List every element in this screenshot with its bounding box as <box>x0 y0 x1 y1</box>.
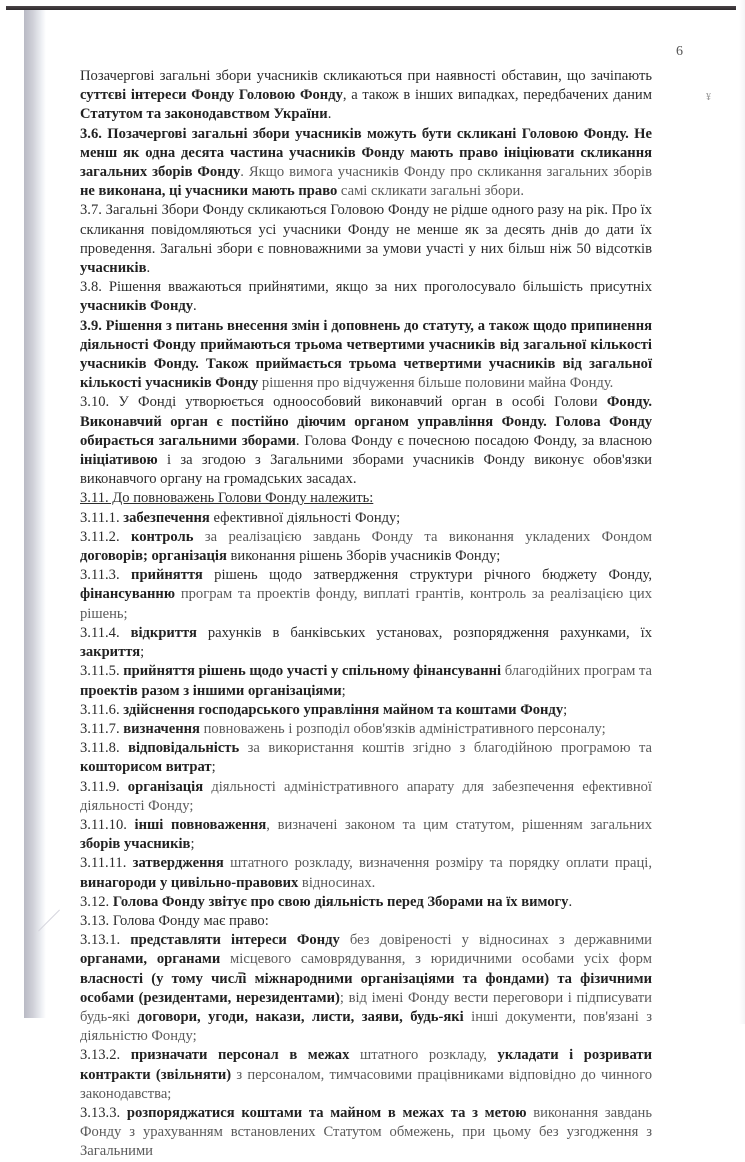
clause-3-6 <box>80 125 652 202</box>
text-run-bold: розпоряджатися коштами та майном в межах та з метою <box>126 1104 527 1121</box>
text-run-bold: зборів учасників <box>80 836 191 853</box>
text-run-bold: прийняття рішень щодо участі у спільному фінансуванні <box>123 663 502 680</box>
clause-3-11-6 <box>80 701 652 720</box>
clause-3-8 <box>80 278 652 316</box>
clause-3-11-2 <box>80 528 652 566</box>
text-run: 3.11.5. <box>80 663 124 680</box>
text-run-bold: Статутом та законодавством України <box>80 106 328 123</box>
stray-mark: ¥ <box>706 92 711 103</box>
clause-3-12 <box>80 893 652 912</box>
text-run: 3.11.6. <box>80 701 124 718</box>
text-run: благодійних програм та <box>501 663 653 680</box>
text-run: 3.7. Загальні Збори Фонду скликаються Головою Фонду не рідше одного разу на рік. Про їх скликання повідомляються усі учасники Фонду не менше як за десять днів до дати їх проведення. Загальні збори є повноважними за умови участі у них більш ніж 50 відсотків <box>80 202 652 257</box>
text-run-bold: договори, угоди, накази, листи, заяви, будь-які <box>137 1008 464 1025</box>
text-run-bold: контроль <box>131 528 194 545</box>
text-run: ; <box>341 682 346 699</box>
text-run: , а також в інших випадках, передбачених даним <box>342 87 652 104</box>
text-run: програм та проектів фонду, виплаті грантів, контроль за реалізацією цих рішень; <box>80 586 652 622</box>
text-run: 3.11.1. <box>80 509 124 526</box>
text-run: місцевого самоврядування, з юридичними особами усіх форм <box>220 951 652 968</box>
clause-3-11-heading <box>80 489 652 508</box>
clause-3-13-1 <box>80 931 652 1046</box>
clause-3-11-8 <box>80 739 652 777</box>
text-run-bold: загальних зборів Фонду <box>80 164 241 181</box>
text-run: 3.13.1. <box>80 932 131 949</box>
text-run: . Голова Фонду є почесною посадою Фонду, за власною <box>295 432 652 449</box>
text-run: відносинах. <box>298 874 376 891</box>
clause-3-13 <box>80 912 652 931</box>
text-run-bold: визначення <box>123 720 200 737</box>
text-run: 3.11.10. <box>80 816 135 833</box>
text-run: 3.13.2. <box>80 1047 131 1064</box>
text-run-bold: не виконана, ці учасники мають право <box>80 183 338 200</box>
text-run-bold: затвердження <box>132 855 224 872</box>
text-run-bold: закриття <box>80 644 141 661</box>
text-run-bold: призначати персонал в межах <box>130 1047 350 1064</box>
text-run: ; <box>211 759 216 776</box>
text-run: ефективної діяльності Фонду; <box>209 509 401 526</box>
text-run-bold: власності (у тому числі міжнародними організаціями та фондами) та фізичними особами (резидентами, нерезидентами) <box>80 970 652 1006</box>
text-run: 3.12. <box>80 893 113 910</box>
clause-3-9 <box>80 317 652 394</box>
clause-3-11-1 <box>80 509 652 528</box>
text-run-bold: кількості учасників Фонду <box>80 375 259 392</box>
text-run: виконання завдань Фонду з урахуванням встановлених Статутом обмежень, при цьому без узгодження з Загальними <box>80 1104 653 1160</box>
text-run-bold: Фонду. Виконавчий орган є постійно діючим органом управління Фонду. Голова Фонду обирається загальними зборами <box>80 394 652 449</box>
text-run: . <box>193 298 197 315</box>
scan-top-border <box>6 6 736 10</box>
text-run: штатного розкладу, <box>349 1047 498 1064</box>
text-run: без довіреності у відносинах з державними <box>339 932 652 949</box>
text-run: ; <box>563 701 568 718</box>
text-run: 3.11.8. <box>80 740 129 757</box>
text-run-bold: учасників Фонду <box>80 298 194 315</box>
page-number: 6 <box>676 44 683 59</box>
document-body <box>80 67 652 1162</box>
clause-3-11-7 <box>80 720 652 739</box>
text-run-bold: Голова Фонду звітує про свою діяльність перед Зборами на їх вимогу <box>112 893 569 910</box>
text-run: інші документи, пов'язані з діяльністю Фонду; <box>80 1008 653 1045</box>
text-run: , визначені законом та цим статутом, рішенням загальних <box>266 816 652 833</box>
clause-3-11-5 <box>80 662 652 700</box>
text-run-bold: ініціативою <box>80 452 158 469</box>
text-run-bold: кошторисом витрат <box>80 759 212 776</box>
text-run: ; <box>190 836 195 853</box>
text-run: 3.11.2. <box>80 528 132 545</box>
text-run-bold: винагороди у цивільно-правових <box>80 874 299 891</box>
clause-3-11-10 <box>80 816 652 854</box>
clause-3-7 <box>80 201 652 278</box>
text-run: 3.10. У Фонді утворюється одноособовий виконавчий орган в особі Голови <box>80 394 607 411</box>
text-run: рішення про відчуження більше половини майна Фонду. <box>258 375 614 392</box>
text-run: 3.11.4. <box>80 624 131 641</box>
text-run: 3.13.3. <box>80 1104 127 1121</box>
clause-3-13-3 <box>80 1104 652 1162</box>
text-run: Позачергові загальні збори учасників скликаються при наявності обставин, що зачіпають <box>80 68 652 84</box>
text-run: рахунків в банківських установах, розпорядження рахунками, їх <box>196 624 652 641</box>
text-run: 3.8. Рішення вважаються прийнятими, якщо за них проголосувало більшість присутніх <box>80 279 652 296</box>
text-run-bold: договорів; організація <box>80 548 227 565</box>
text-run-bold: відкриття <box>130 624 197 641</box>
text-run: 3.13. Голова Фонду має право: <box>80 912 269 929</box>
text-run: ; <box>140 644 145 661</box>
text-run: ; від імені Фонду вести переговори і підписувати будь-які <box>80 989 652 1025</box>
text-run: за реалізацією завдань Фонду та виконання укладених Фондом <box>193 528 652 545</box>
text-run: . <box>327 106 332 123</box>
text-run: . Якщо вимога учасників Фонду про скликання загальних зборів <box>240 164 652 181</box>
text-run-bold: суттєві інтереси Фонду Головою Фонду <box>80 87 343 104</box>
text-run: 3.11.3. <box>80 567 132 584</box>
text-run: виконання рішень Зборів учасників Фонду; <box>226 548 501 565</box>
text-run: з персоналом, тимчасовими працівниками відповідно до чинного законодавства; <box>80 1066 652 1102</box>
text-run-bold: укладати і розривати контракти (звільняти) <box>80 1047 652 1083</box>
clause-3-11-4 <box>80 624 652 662</box>
text-run: діяльності адміністративного апарату для забезпечення ефективної діяльності Фонду; <box>80 778 652 814</box>
text-run-bold: інші повноваження <box>134 816 267 833</box>
text-run-bold: здійснення господарського управління майном та коштами Фонду <box>123 701 564 718</box>
clause-3-11-9 <box>80 778 652 816</box>
text-run: 3.11.7. <box>80 720 124 737</box>
text-run-bold: представляти інтереси Фонду <box>130 932 340 949</box>
text-run-bold: фінансуванню <box>80 586 175 603</box>
text-run: . <box>568 893 573 910</box>
text-run-bold: забезпечення <box>123 509 210 526</box>
clause-3-11-3 <box>80 566 652 624</box>
clause-3-13-2 <box>80 1046 652 1104</box>
text-run: 3.11.11. <box>80 855 133 872</box>
text-run-bold: 3.9. Рішення з питань внесення змін і доповнень до статуту, а також щодо припинення діяльності Фонду приймаються трьома четвертими учасників від загальної кількості учасників Фонду. Також приймається трьома четвертими учасників від загальної <box>80 317 652 373</box>
clause-3-11-11 <box>80 854 652 892</box>
scan-right-edge <box>739 0 745 1024</box>
clause-3-10 <box>80 393 652 489</box>
text-run: рішень щодо затвердження структури річного бюджету Фонду, <box>202 567 652 584</box>
text-run: 3.6. Позачергові загальні збори учасників можуть бути скликані Головою Фонду. Не менш як одна десята частина учасників Фонду мають право ініціювати скликання <box>80 125 652 161</box>
text-run-bold: органами, органами <box>80 951 221 968</box>
text-run: і за згодою з Загальними зборами учасників Фонду виконує обов'язки виконавчого органу на громадських засадах. <box>80 452 652 488</box>
scan-left-shadow <box>24 10 46 1018</box>
section-heading: 3.11. До повноважень Голови Фонду належить: <box>80 490 374 507</box>
text-run-bold: відповідальність <box>128 740 240 757</box>
text-run-bold: проектів разом з іншими організаціями <box>80 682 342 699</box>
text-run-bold: прийняття <box>131 567 203 584</box>
text-run: повноважень і розподіл обов'язків адміністративного персоналу; <box>199 720 606 737</box>
text-run: самі скликати загальні збори. <box>337 183 524 200</box>
text-run: за використання коштів згідно з благодійною програмою та <box>239 740 652 757</box>
text-run-bold: організація <box>127 778 204 795</box>
text-run: . <box>146 260 151 277</box>
text-run: 3.11.9. <box>80 778 128 795</box>
text-run-bold: учасників <box>80 260 147 277</box>
paragraph-intro <box>80 67 652 125</box>
text-run: штатного розкладу, визначення розміру та порядку оплати праці, <box>223 855 652 872</box>
